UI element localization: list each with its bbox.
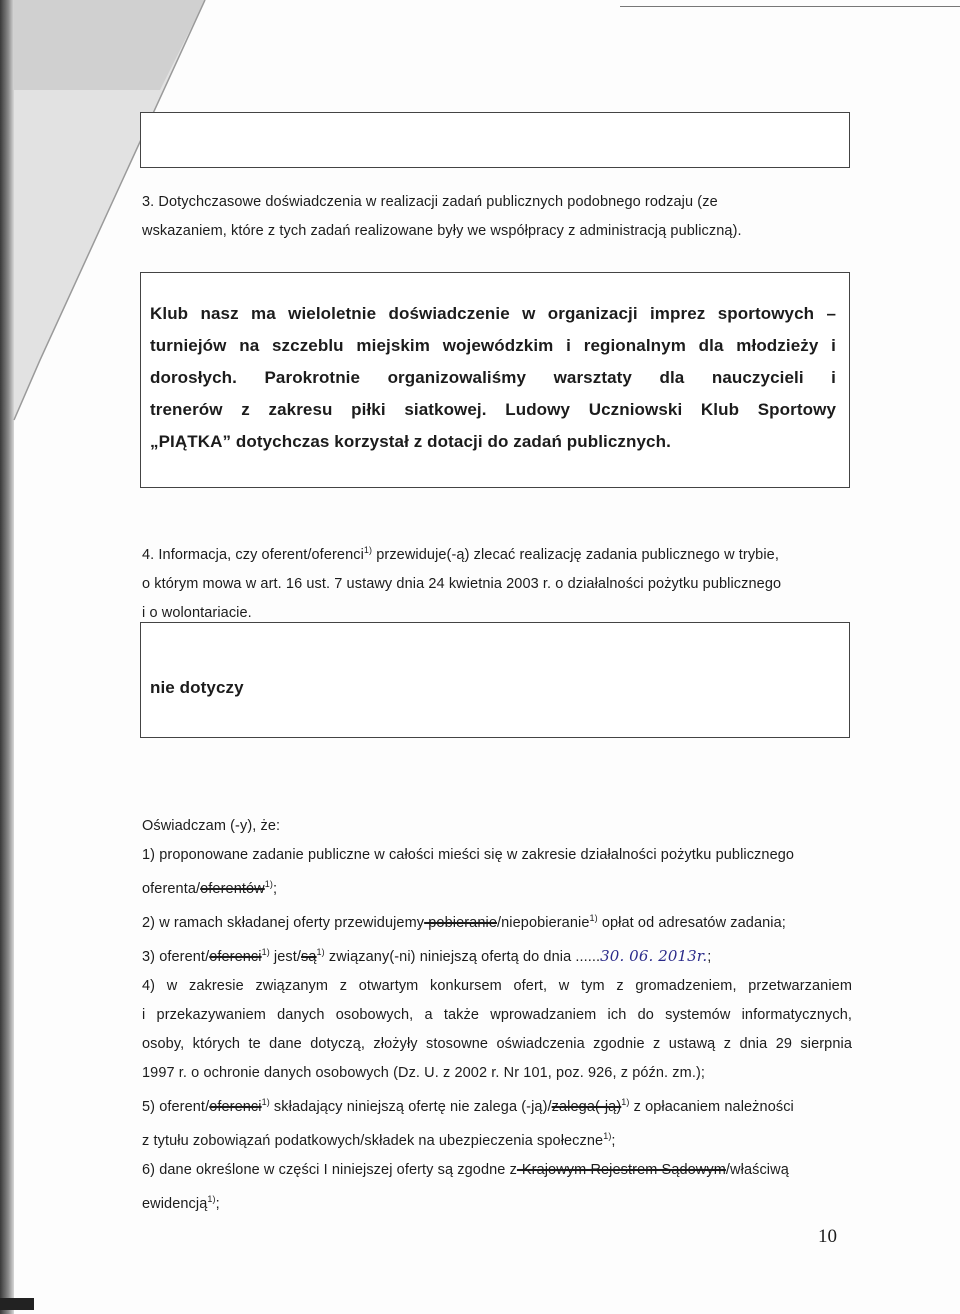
declaration-item-4-line: i przekazywaniem danych osobowych, a także wprowadzaniem ich do systemów informatycznych, [142,1007,852,1023]
declaration-item-1-cont: oferenta/oferentów$^{1)}$; [142,879,278,897]
declaration-item-3: 3) oferent/oferenci$^{1)}$ jest/$są^{1)}$ związany(-ni) niniejszą ofertą do dnia ......30. 06. 2013r.; [142,947,712,965]
declaration-item-4-line: 4) w zakresie związanym z otwartym konkursem ofert, w tym z gromadzeniem, przetwarzaniem [142,978,852,994]
section-3-answer [150,298,836,458]
answer-line: turniejów na szczeblu miejskim wojewódzkim i regionalnym dla młodzieży i [150,336,836,355]
scan-corner-mark [0,1298,34,1310]
section-3-heading-line: wskazaniem, które z tych zadań realizowane były we współpracy z administracją publiczną). [142,223,742,239]
section-3-heading [142,188,836,246]
section-4-heading-line: o którym mowa w art. 16 ust. 7 ustawy dnia 24 kwietnia 2003 r. o działalności pożytku publicznego [142,576,782,592]
handwritten-date: 30. 06. 2013r. [600,947,708,965]
declaration [142,812,852,1219]
declaration-item-5: 5) oferent/oferenci$^{1)}$ składający niniejszą ofertę nie zalega (-ją)/zalega(-ją)$^{1)}$ z opłacaniem należności [142,1097,794,1115]
declaration-item-5-cont: z tytułu zobowiązań podatkowych/składek na ubezpieczenia społeczne$^{1)}$; [142,1131,616,1149]
answer-line: dorosłych. Parokrotnie organizowaliśmy warsztaty dla nauczycieli i [150,368,836,387]
declaration-item-2: 2) w ramach składanej oferty przewidujemy pobieranie/niepobieranie$^{1)}$ opłat od adresatów zadania; [142,913,786,931]
scan-top-edge [620,0,960,7]
declaration-item-6: 6) dane określone w części I niniejszej oferty są zgodne z-Krajowym Rejestrem Sądowym/właściwą [142,1162,789,1178]
declaration-item-6-cont: ewidencją$^{1)}$; [142,1194,220,1212]
answer-line: Klub nasz ma wieloletnie doświadczenie w organizacji imprez sportowych – [150,304,836,323]
section-3-heading-line: 3. Dotychczasowe doświadczenia w realizacji zadań publicznych podobnego rodzaju (ze [142,194,718,210]
declaration-item-1: 1) proponowane zadanie publiczne w całości mieści się w zakresie działalności pożytku publicznego [142,847,795,863]
section-4-heading-line: 4. Informacja, czy oferent/oferenci$^{1)}$ przewiduje(-ą) zlecać realizację zadania publicznego w trybie, [142,545,779,563]
section-4-answer: nie dotyczy [150,678,244,697]
section-4-heading-line: i o wolontariacie. [142,605,252,621]
declaration-item-4-line: osoby, których te dane dotyczą, złożyły stosowne oświadczenia zgodnie z ustawą z dnia 29 sierpnia [142,1036,852,1052]
declaration-intro: Oświadczam (-y), że: [142,818,281,834]
page-number: 10 [818,1226,837,1247]
declaration-item-4-line: 1997 r. o ochronie danych osobowych (Dz. U. z 2002 r. Nr 101, poz. 926, z późn. zm.); [142,1065,706,1081]
answer-line: trenerów z zakresu piłki siatkowej. Ludowy Uczniowski Klub Sportowy [150,400,836,419]
section-4-heading [142,536,842,628]
answer-line: „PIĄTKA” dotychczas korzystał z dotacji do zadań publicznych. [150,432,671,451]
section-4-answer-box [140,622,850,738]
previous-section-box [140,112,850,168]
